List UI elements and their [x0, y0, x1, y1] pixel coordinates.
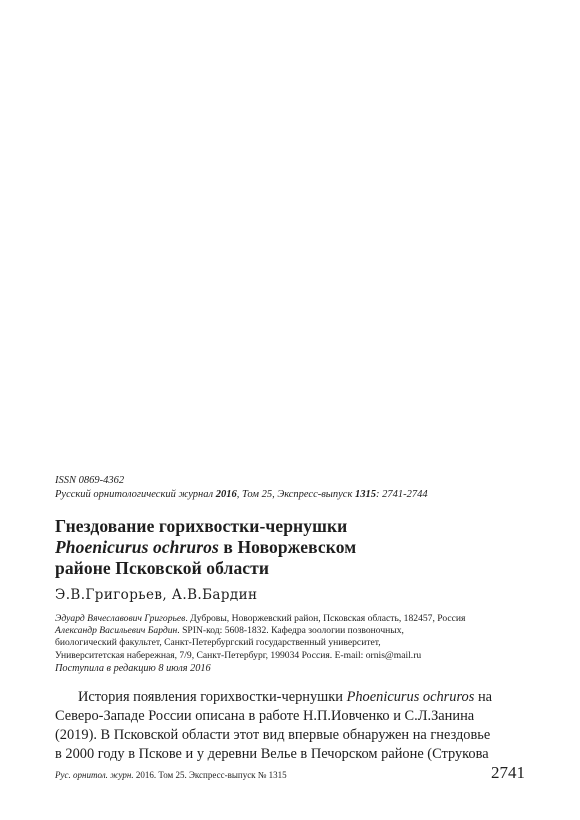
species-latin: Phoenicurus ochruros — [55, 537, 219, 557]
article-title: Гнездование горихвостки-чернушки Phoenicurus ochruros в Новоржевском районе Псковской области — [55, 516, 357, 578]
body-text: История появления горихвостки-чернушки Phoenicurus ochruros на Северо-Западе России описана в работе Н.П.Иовченко и С.Л.Занина (2019). В Псковской области этот вид впервые обнаружен на гнездовье в 2000 году в Пскове и у деревни Велье в Печорском районе (Струкова — [55, 689, 493, 762]
authors: Э.В.Григорьев, А.В.Бардин — [55, 587, 258, 603]
author2-name: Александр Васильевич Бардин — [55, 625, 178, 637]
received-date: Поступила в редакцию 8 июля 2016 — [55, 663, 211, 674]
author1-name: Эдуард Вячеславович Григорьев — [55, 613, 186, 624]
page-number: 2741 — [491, 763, 525, 782]
affiliations: Эдуард Вячеславович Григорьев. Дубровы, Новоржевский район, Псковская область, 182457, Россия Александр Васильевич Бардин. SPIN-код: 5608-1832. Кафедра зоологии позвоночных, биологический факультет, Санкт-Петербургский государственный университет, Университетская набережная, 7/9, Санкт-Петербург, 199034 Россия. E-mail: ornis@mail.ru — [55, 613, 466, 661]
journal-line: Русский орнитологический журнал 2016, Том 25, Экспресс-выпуск 1315: 2741-2744 — [55, 489, 428, 500]
footer-citation: Рус. орнитол. журн. 2016. Том 25. Экспресс-выпуск № 1315 — [55, 770, 287, 780]
issn: ISSN 0869-4362 — [55, 475, 125, 486]
journal-citation — [55, 474, 525, 502]
